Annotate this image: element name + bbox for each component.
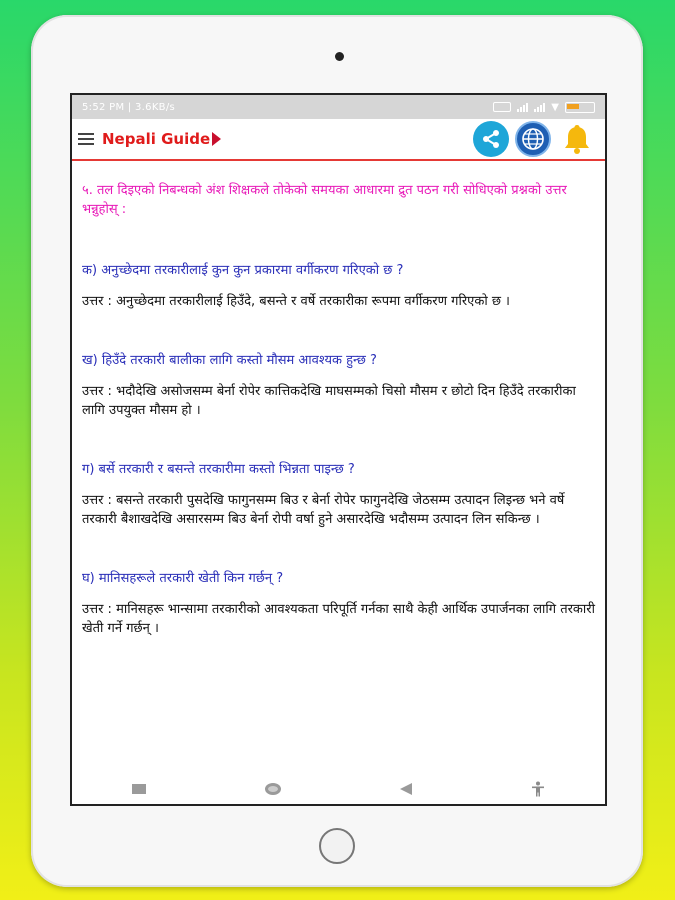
system-nav-bar <box>72 774 605 804</box>
wifi-icon: ▼ <box>551 101 559 113</box>
accessibility-icon[interactable] <box>531 781 545 797</box>
app-bar <box>72 119 605 161</box>
answer-kha: उत्तर : भदौदेखि असोजसम्म बेर्ना रोपेर कात्तिकदेखि माघसम्मको चिसो मौसम र छोटो दिन हिउँदे तरकारीका लागि उपयुक्त मौसम हो । <box>82 384 576 418</box>
recents-icon[interactable] <box>132 784 146 794</box>
app-title: Nepali Guide <box>102 130 211 148</box>
front-camera <box>335 52 344 61</box>
share-icon <box>481 129 501 149</box>
share-button[interactable] <box>473 121 509 157</box>
exercise-intro: ५. तल दिइएको निबन्धको अंश शिक्षकले तोकेको समयका आधारमा द्रुत पठन गरी सोधिएको प्रश्नको उत्तर भन्नुहोस् : <box>82 183 567 217</box>
answer-ka: उत्तर : अनुच्छेदमा तरकारीलाई हिउँदे, बसन्ते र वर्षे तरकारीका रूपमा वर्गीकरण गरिएको छ । <box>82 294 510 309</box>
signal-icon-2 <box>534 103 545 112</box>
bell-icon <box>560 122 594 156</box>
battery-icon <box>565 102 595 113</box>
question-kha: ख) हिउँदे तरकारी बालीका लागि कस्तो मौसम आवश्यक हुन्छ ? <box>82 353 377 368</box>
notification-button[interactable] <box>557 121 597 157</box>
signal-icon <box>517 103 528 112</box>
back-icon[interactable] <box>400 783 412 795</box>
nepal-flag-icon <box>212 132 221 146</box>
home-icon[interactable] <box>265 783 281 795</box>
status-bar <box>72 95 605 119</box>
menu-icon[interactable] <box>78 133 94 145</box>
answer-gha: उत्तर : मानिसहरू भान्सामा तरकारीको आवश्यकता परिपूर्ति गर्नका साथै केही आर्थिक उपार्जनका लागि तरकारी खेती गर्ने गर्छन् । <box>82 602 595 636</box>
question-gha: घ) मानिसहरूले तरकारी खेती किन गर्छन् ? <box>82 571 284 586</box>
content-area[interactable] <box>72 161 605 638</box>
question-ga: ग) बर्से तरकारी र बसन्ते तरकारीमा कस्तो भिन्नता पाइन्छ ? <box>82 462 355 477</box>
volte-icon <box>493 102 511 112</box>
device-screen <box>70 93 607 806</box>
app-bar-actions <box>473 121 597 157</box>
website-button[interactable] <box>515 121 551 157</box>
answer-ga: उत्तर : बसन्ते तरकारी पुसदेखि फागुनसम्म बिउ र बेर्ना रोपेर फागुनदेखि जेठसम्म उत्पादन लिइन्छ भने वर्षे तरकारी बैशाखदेखि असारसम्म बिउ बेर्ना रोपी वर्षा हुने असारदेखि भदौसम्म उत्पादन लिन सकिन्छ । <box>82 493 565 527</box>
status-time: 5:52 PM | 3.6KB/s <box>82 101 176 113</box>
question-ka: क) अनुच्छेदमा तरकारीलाई कुन कुन प्रकारमा वर्गीकरण गरिएको छ ? <box>82 263 404 278</box>
home-button[interactable] <box>319 828 355 864</box>
globe-icon <box>521 127 545 151</box>
status-icons <box>493 102 595 113</box>
